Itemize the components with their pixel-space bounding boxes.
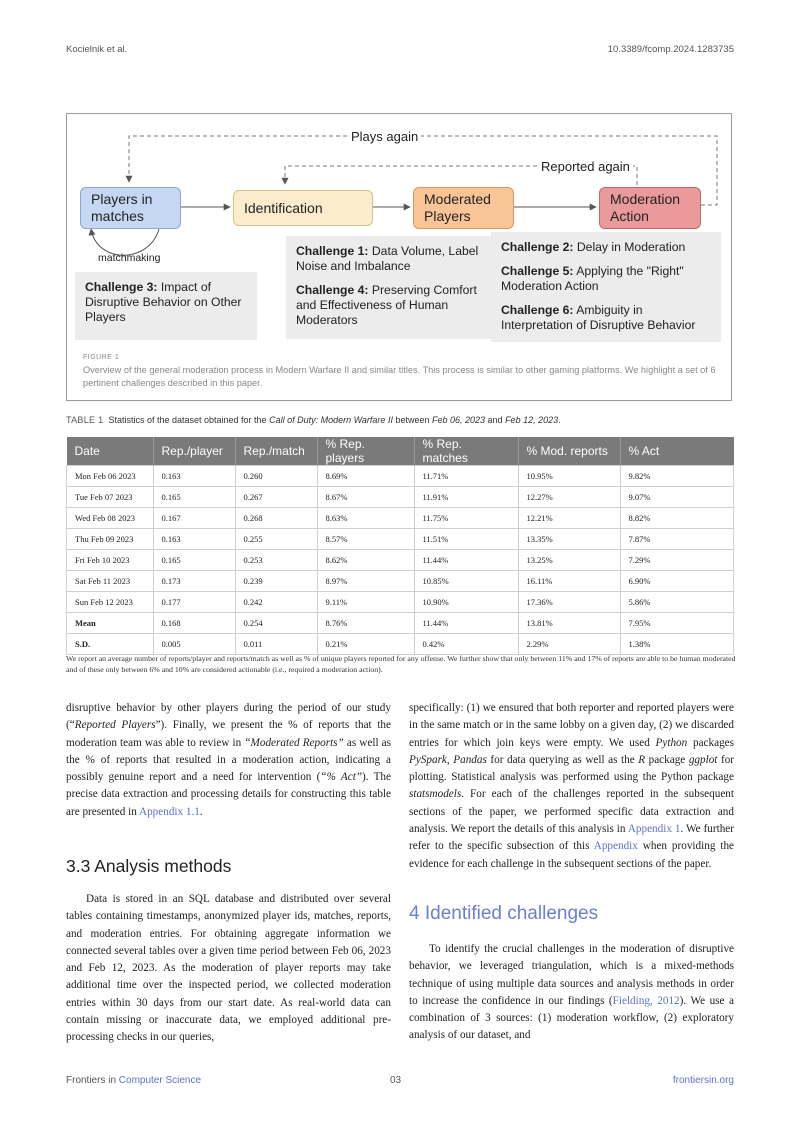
text-run: as well as the % of reports that resulted in a moderation action, indicating a possibly genuine report and a need for intervention ( bbox=[66, 736, 391, 784]
table-cell: 10.85% bbox=[414, 571, 518, 592]
text-run: for data querying as well as the bbox=[486, 753, 639, 766]
table-cell: 1.38% bbox=[620, 634, 734, 655]
table-cell: 0.253 bbox=[235, 550, 317, 571]
appendix-link[interactable]: Appendix bbox=[593, 840, 638, 853]
text-run: for plotting. Statistical analysis was performed using the Python package bbox=[409, 753, 735, 784]
table-cell: 8.69% bbox=[317, 466, 414, 487]
table-cell: 0.163 bbox=[153, 466, 235, 487]
table-cell: 0.267 bbox=[235, 487, 317, 508]
text-emphasis: ggplot bbox=[688, 753, 718, 766]
table-cell: 0.005 bbox=[153, 634, 235, 655]
table-cell: Mean bbox=[67, 613, 154, 634]
table-cell: 0.165 bbox=[153, 550, 235, 571]
text-run: packages bbox=[687, 736, 734, 749]
table-caption-text-b: between bbox=[392, 415, 432, 425]
footer-page-number: 03 bbox=[390, 1075, 402, 1086]
text-run: . We further refer to the specific subsection of this bbox=[409, 823, 735, 853]
table-cell: 8.76% bbox=[317, 613, 414, 634]
col-header: Rep./player bbox=[153, 437, 235, 466]
table-cell: 0.242 bbox=[235, 592, 317, 613]
challenge-box-identification bbox=[286, 236, 495, 339]
table-cell: Thu Feb 09 2023 bbox=[67, 529, 154, 550]
text-run: . bbox=[199, 805, 203, 818]
plays-again-label: Plays again bbox=[348, 129, 421, 144]
table-cell: 9.07% bbox=[620, 487, 734, 508]
col-header: % Rep. matches bbox=[414, 437, 518, 466]
table-cell: 8.67% bbox=[317, 487, 414, 508]
table-cell: 0.167 bbox=[153, 508, 235, 529]
text-emphasis: statsmodels bbox=[409, 788, 462, 801]
table-cell: 0.165 bbox=[153, 487, 235, 508]
table-header-row bbox=[67, 437, 734, 466]
table-cell: 6.90% bbox=[620, 571, 734, 592]
text-run: when providing the evidence for each challenge in the subsequent sections of the paper. bbox=[409, 840, 735, 870]
table-row bbox=[67, 487, 734, 508]
right-column-paragraph-1 bbox=[409, 700, 734, 873]
paragraph-text: Data is stored in an SQL database and distributed over several tables containing timestamps, anonymized player ids, matches, reports, and moderation entries. For obtaining aggregate information we connected several tables over a given time period between Feb 06, 2023 and Feb 12, 2023. As the moderation of player reports may take additional time over the inspected period, we collected moderation entries within 30 days from our start date. As real-world data can contain missing or inaccurate data, we employed additional pre-processing checks in our queries, bbox=[66, 893, 391, 1044]
table-caption-date-2: Feb 12, 2023 bbox=[505, 415, 559, 425]
table-cell: 17.36% bbox=[518, 592, 620, 613]
table-cell: Tue Feb 07 2023 bbox=[67, 487, 154, 508]
text-run: , bbox=[446, 753, 454, 766]
challenge-box-players bbox=[75, 272, 257, 340]
footer-journal bbox=[66, 1075, 201, 1086]
text-run: . For each of the challenges reported in the subsequent sections of the paper, we performed specific data extraction and analysis. We report the details of this analysis in bbox=[409, 788, 734, 836]
table-cell: 8.57% bbox=[317, 529, 414, 550]
text-run: To identify the crucial challenges in the moderation of disruptive behavior, we leveraged triangulation, which is a mixed-methods technique of using multiple data sources and analysis methods in order to increase the confidence in our findings ( bbox=[409, 943, 734, 1007]
table-cell: 0.177 bbox=[153, 592, 235, 613]
appendix-link[interactable]: Appendix 1 bbox=[627, 823, 681, 836]
table-cell: 0.268 bbox=[235, 508, 317, 529]
table-row bbox=[67, 529, 734, 550]
col-header: Date bbox=[67, 437, 154, 466]
running-header-authors: Kocielnik et al. bbox=[66, 44, 128, 55]
table-footnote: We report an average number of reports/player and reports/match as well as % of unique players reported for any offense. We further show that only between 11% and 17% of reports are able to be human moderated and of these only between 6% and 10% are considered actionable (i.e., required a moderation action). bbox=[66, 654, 736, 674]
table-cell: 0.42% bbox=[414, 634, 518, 655]
challenge-5-title: Challenge 5: bbox=[501, 264, 574, 278]
table-row bbox=[67, 571, 734, 592]
table-cell: 0.173 bbox=[153, 571, 235, 592]
challenge-4-title: Challenge 4: bbox=[296, 283, 369, 297]
table-cell: 12.27% bbox=[518, 487, 620, 508]
col-header: % Mod. reports bbox=[518, 437, 620, 466]
table-cell: Wed Feb 08 2023 bbox=[67, 508, 154, 529]
table-cell: 11.44% bbox=[414, 613, 518, 634]
table-cell: 0.239 bbox=[235, 571, 317, 592]
table-cell: 0.254 bbox=[235, 613, 317, 634]
figure-label: FIGURE 1 bbox=[83, 354, 120, 361]
table-cell: 7.29% bbox=[620, 550, 734, 571]
challenge-box-moderation bbox=[491, 232, 721, 342]
table-caption bbox=[66, 415, 736, 425]
text-emphasis: Pandas bbox=[453, 753, 487, 766]
table-cell: 7.87% bbox=[620, 529, 734, 550]
table-cell: 2.29% bbox=[518, 634, 620, 655]
table-cell: 9.82% bbox=[620, 466, 734, 487]
table-cell: Sun Feb 12 2023 bbox=[67, 592, 154, 613]
table-cell: 13.81% bbox=[518, 613, 620, 634]
text-run: ). We use a combination of 3 sources: (1) moderation workflow, (2) exploratory analysis of our dataset, and bbox=[409, 994, 734, 1042]
challenge-3-title: Challenge 3: bbox=[85, 280, 158, 294]
challenge-2-text: Delay in Moderation bbox=[576, 240, 686, 254]
citation-link[interactable]: Fielding, 2012 bbox=[612, 994, 680, 1007]
table-cell: 8.62% bbox=[317, 550, 414, 571]
challenge-1-title: Challenge 1: bbox=[296, 244, 369, 258]
challenge-6-title: Challenge 6: bbox=[501, 303, 574, 317]
footer-site-link[interactable]: frontiersin.org bbox=[672, 1075, 734, 1086]
text-emphasis: PySpark bbox=[409, 753, 447, 766]
table-cell: 13.25% bbox=[518, 550, 620, 571]
node-moderated-players: Moderated Players bbox=[413, 187, 514, 229]
text-run: specifically: (1) we ensured that both reporter and reported players were in the same match or in the same lobby on a given day, (2) we discarded entries for which join keys were empty. We used bbox=[409, 702, 734, 749]
table-cell: 10.90% bbox=[414, 592, 518, 613]
table-cell: 0.260 bbox=[235, 466, 317, 487]
challenge-4-text: Preserving Comfort and Effectiveness of Human Moderators bbox=[296, 283, 477, 327]
table-cell: 8.82% bbox=[620, 508, 734, 529]
table-cell: 0.163 bbox=[153, 529, 235, 550]
col-header: % Rep. players bbox=[317, 437, 414, 466]
table-cell: 12.21% bbox=[518, 508, 620, 529]
table-row bbox=[67, 508, 734, 529]
node-players-in-matches: Players in matches bbox=[80, 187, 181, 229]
footer-journal-prefix: Frontiers in bbox=[66, 1075, 119, 1086]
table-cell: Sat Feb 11 2023 bbox=[67, 571, 154, 592]
table-caption-text-c: and bbox=[485, 415, 506, 425]
table-cell: Fri Feb 10 2023 bbox=[67, 550, 154, 571]
table-cell: 11.71% bbox=[414, 466, 518, 487]
table-cell: 0.255 bbox=[235, 529, 317, 550]
running-header-doi: 10.3389/fcomp.2024.1283735 bbox=[607, 44, 734, 55]
table-row-sd bbox=[67, 634, 734, 655]
text-emphasis: “% Act” bbox=[320, 771, 363, 784]
text-emphasis: “Moderated Reports” bbox=[244, 736, 344, 749]
table-cell: 10.95% bbox=[518, 466, 620, 487]
table-cell: 8.97% bbox=[317, 571, 414, 592]
challenge-3-text: Impact of Disruptive Behavior on Other Players bbox=[85, 280, 242, 324]
table-caption-date-1: Feb 06, 2023 bbox=[431, 415, 486, 425]
table-cell: S.D. bbox=[67, 634, 154, 655]
section-heading-3-3: 3.3 Analysis methods bbox=[66, 856, 232, 876]
text-emphasis: R bbox=[638, 753, 646, 766]
text-run: ”). Finally, we present the % of reports that the moderation team was able to review in bbox=[66, 719, 391, 749]
table-row-mean bbox=[67, 613, 734, 634]
appendix-link[interactable]: Appendix 1.1 bbox=[139, 805, 200, 818]
challenge-1-text: Data Volume, Label Noise and Imbalance bbox=[296, 244, 479, 273]
col-header: % Act bbox=[620, 437, 734, 466]
right-column-paragraph-2 bbox=[409, 941, 734, 1045]
table-cell: 0.168 bbox=[153, 613, 235, 634]
table-label: TABLE 1 bbox=[66, 415, 104, 425]
node-moderation-action: Moderation Action bbox=[599, 187, 701, 229]
challenge-5-text: Applying the "Right" Moderation Action bbox=[501, 264, 684, 293]
table-cell: 11.44% bbox=[414, 550, 518, 571]
table-caption-end: . bbox=[558, 415, 561, 425]
table-cell: 0.011 bbox=[235, 634, 317, 655]
left-column-paragraph-1 bbox=[66, 700, 391, 821]
challenge-6-text: Ambiguity in Interpretation of Disruptive Behavior bbox=[501, 303, 696, 332]
figure-1 bbox=[66, 113, 732, 401]
table-cell: 11.91% bbox=[414, 487, 518, 508]
statistics-table bbox=[66, 437, 734, 655]
text-run: ). The precise data extraction and processing details for constructing this table are presented in bbox=[66, 771, 391, 818]
table-cell: 9.11% bbox=[317, 592, 414, 613]
table-row bbox=[67, 592, 734, 613]
table-caption-game: Call of Duty: Modern Warfare II bbox=[269, 415, 393, 425]
section-heading-4: 4 Identified challenges bbox=[409, 903, 599, 924]
table-cell: 11.51% bbox=[414, 529, 518, 550]
table-cell: 0.21% bbox=[317, 634, 414, 655]
footer-journal-link[interactable]: Computer Science bbox=[118, 1075, 202, 1086]
table-cell: 5.86% bbox=[620, 592, 734, 613]
reported-again-label: Reported again bbox=[538, 159, 633, 174]
text-run: disruptive behavior by other players during the period of our study (“ bbox=[66, 702, 391, 732]
figure-caption: Overview of the general moderation process in Modern Warfare II and similar titles. This process is similar to other gaming platforms. We highlight a set of 6 pertinent challenges described in this paper. bbox=[83, 365, 716, 388]
text-emphasis: Reported Players bbox=[74, 719, 156, 732]
table-caption-text-a: Statistics of the dataset obtained for the bbox=[108, 415, 270, 425]
challenge-2-title: Challenge 2: bbox=[501, 240, 574, 254]
text-run: package bbox=[645, 753, 689, 766]
table-row bbox=[67, 466, 734, 487]
table-row bbox=[67, 550, 734, 571]
table-cell: Mon Feb 06 2023 bbox=[67, 466, 154, 487]
text-emphasis: Python bbox=[655, 736, 688, 749]
node-identification: Identification bbox=[233, 190, 373, 226]
matchmaking-label: matchmaking bbox=[98, 252, 161, 264]
table-cell: 11.75% bbox=[414, 508, 518, 529]
left-column-paragraph-2 bbox=[66, 891, 391, 1047]
table-cell: 7.95% bbox=[620, 613, 734, 634]
table-cell: 13.35% bbox=[518, 529, 620, 550]
table-cell: 16.11% bbox=[518, 571, 620, 592]
col-header: Rep./match bbox=[235, 437, 317, 466]
table-cell: 8.63% bbox=[317, 508, 414, 529]
